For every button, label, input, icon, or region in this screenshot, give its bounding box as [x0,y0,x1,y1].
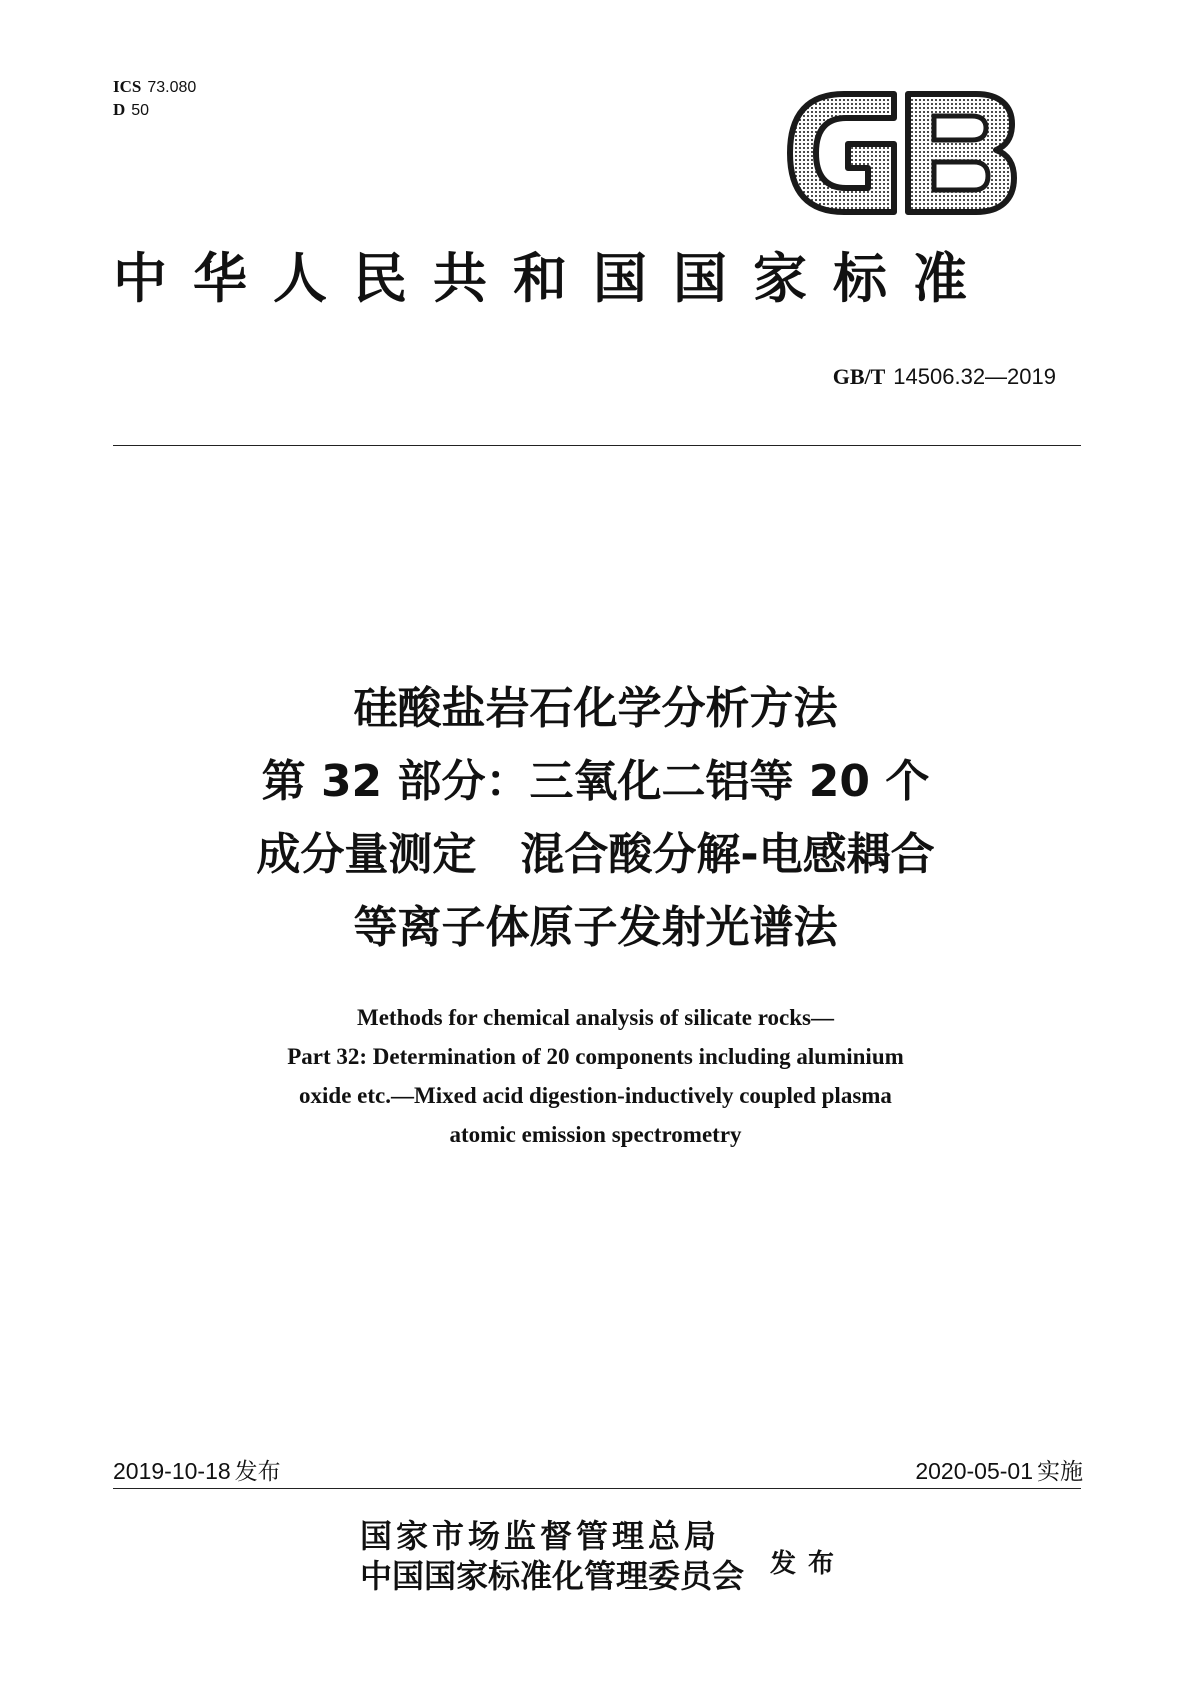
issuer-sac: 中国国家标准化管理委员会 [360,1557,745,1595]
gb-logo-icon [786,90,1018,216]
english-title-line: Methods for chemical analysis of silicate rocks— [357,1005,834,1030]
chinese-title-line: 成分量测定 混合酸分解-电感耦合 [256,829,935,880]
chinese-title-line: 等离子体原子发射光谱法 [353,902,838,953]
chinese-title-line: 第 32 部分：三氧化二铝等 20 个 [261,756,930,807]
english-title-line: Part 32: Determination of 20 components including aluminium [287,1044,904,1069]
ics-label: ICS [113,77,142,96]
chinese-title-line: 硅酸盐岩石化学分析方法 [353,683,838,734]
classification-codes [113,76,196,122]
ics-value: 73.080 [147,79,197,96]
ccs-code [113,99,196,122]
english-title [0,998,1191,1154]
release-date [113,1453,281,1486]
gb-logo-graphic [786,90,1018,216]
english-title-line: oxide etc.—Mixed acid digestion-inductively coupled plasma [299,1083,892,1108]
ics-code [113,76,196,99]
release-date-value: 2019-10-18 [113,1458,231,1484]
effective-date-value: 2020-05-01 [915,1458,1033,1484]
publish-label: 发布 [770,1549,847,1579]
ccs-value: 50 [131,102,150,119]
standard-number [833,364,1056,390]
effective-date-label: 实施 [1037,1459,1083,1485]
chinese-title [0,672,1191,964]
standard-number-prefix: GB/T [832,364,886,389]
effective-date [915,1453,1083,1486]
english-title-line: atomic emission spectrometry [449,1122,742,1147]
release-date-label: 发布 [234,1459,281,1485]
national-standard-title: 中华人民共和国国家标准 [113,247,993,310]
header-divider [113,445,1081,446]
ccs-label: D [113,100,126,119]
issuer-samr: 国家市场监督管理总局 [360,1517,721,1555]
standard-number-value: 14506.32—2019 [893,364,1056,389]
issuing-authorities [360,1516,744,1596]
footer-divider [113,1488,1081,1489]
